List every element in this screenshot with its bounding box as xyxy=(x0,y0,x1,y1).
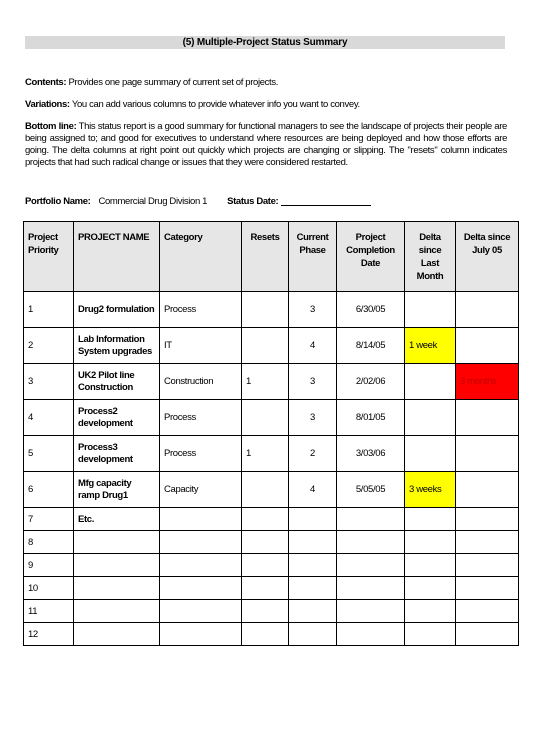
delta-july-cell xyxy=(456,508,519,531)
completion-date-cell: 2/02/06 xyxy=(337,364,405,400)
delta-july-cell xyxy=(456,328,519,364)
priority-cell: 3 xyxy=(24,364,74,400)
bottom-line-paragraph xyxy=(25,121,507,169)
resets-cell xyxy=(242,577,289,600)
phase-cell xyxy=(289,554,337,577)
project-name-cell: Process2 development xyxy=(74,400,160,436)
delta-july-cell xyxy=(456,531,519,554)
priority-cell: 11 xyxy=(24,600,74,623)
category-cell xyxy=(160,531,242,554)
phase-cell: 4 xyxy=(289,328,337,364)
project-name-cell: Mfg capacity ramp Drug1 xyxy=(74,472,160,508)
header-completion-date: Project Completion Date xyxy=(337,222,405,292)
delta-month-cell xyxy=(405,623,456,646)
project-status-table xyxy=(23,221,519,646)
portfolio-line xyxy=(25,196,371,207)
priority-cell: 7 xyxy=(24,508,74,531)
priority-cell: 1 xyxy=(24,292,74,328)
completion-date-cell: 5/05/05 xyxy=(337,472,405,508)
project-name-cell: Drug2 formulation xyxy=(74,292,160,328)
table-row xyxy=(24,531,519,554)
delta-month-cell xyxy=(405,292,456,328)
completion-date-cell xyxy=(337,554,405,577)
delta-month-cell xyxy=(405,577,456,600)
project-name-cell xyxy=(74,623,160,646)
completion-date-cell xyxy=(337,577,405,600)
header-category: Category xyxy=(160,222,242,292)
variations-text: You can add various columns to provide whatever info you want to convey. xyxy=(69,99,360,110)
table-row xyxy=(24,554,519,577)
delta-month-cell xyxy=(405,508,456,531)
delta-month-cell xyxy=(405,554,456,577)
completion-date-cell: 8/14/05 xyxy=(337,328,405,364)
completion-date-cell: 6/30/05 xyxy=(337,292,405,328)
bottom-line-text: This status report is a good summary for functional managers to see the landscape of projects their people are being assigned to; and good for executives to understand where resources are being deployed and how those efforts are going. The delta columns at right point out quickly which projects are changing or slipping. The "resets" column indicates projects that had such radical change or issues that they were considered restarted. xyxy=(25,121,507,168)
bottom-line-label: Bottom line: xyxy=(25,121,77,132)
resets-cell: 1 xyxy=(242,436,289,472)
header-resets: Resets xyxy=(242,222,289,292)
project-name-cell xyxy=(74,554,160,577)
table-header-row xyxy=(24,222,519,292)
phase-cell xyxy=(289,600,337,623)
table-row xyxy=(24,292,519,328)
priority-cell: 10 xyxy=(24,577,74,600)
priority-cell: 5 xyxy=(24,436,74,472)
delta-month-cell: 1 week xyxy=(405,328,456,364)
header-project-priority: Project Priority xyxy=(24,222,74,292)
header-current-phase: Current Phase xyxy=(289,222,337,292)
table-row xyxy=(24,577,519,600)
category-cell: Process xyxy=(160,292,242,328)
resets-cell xyxy=(242,292,289,328)
table-row xyxy=(24,623,519,646)
delta-month-cell xyxy=(405,531,456,554)
contents-label: Contents: xyxy=(25,77,67,88)
variations-label: Variations: xyxy=(25,99,70,110)
project-name-cell: Lab Information System upgrades xyxy=(74,328,160,364)
header-delta-last-month: Delta since Last Month xyxy=(405,222,456,292)
table-row xyxy=(24,436,519,472)
completion-date-cell: 8/01/05 xyxy=(337,400,405,436)
resets-cell xyxy=(242,508,289,531)
table-row xyxy=(24,364,519,400)
resets-cell xyxy=(242,554,289,577)
category-cell xyxy=(160,600,242,623)
completion-date-cell xyxy=(337,508,405,531)
category-cell: Capacity xyxy=(160,472,242,508)
delta-month-cell xyxy=(405,400,456,436)
delta-month-cell xyxy=(405,600,456,623)
category-cell xyxy=(160,554,242,577)
project-name-cell xyxy=(74,577,160,600)
phase-cell xyxy=(289,508,337,531)
table-row xyxy=(24,600,519,623)
phase-cell xyxy=(289,577,337,600)
resets-cell: 1 xyxy=(242,364,289,400)
project-name-cell: Etc. xyxy=(74,508,160,531)
delta-july-cell xyxy=(456,600,519,623)
contents-text: Provides one page summary of current set of projects. xyxy=(66,77,279,88)
category-cell xyxy=(160,508,242,531)
contents-paragraph xyxy=(25,77,507,89)
delta-july-cell xyxy=(456,472,519,508)
completion-date-cell xyxy=(337,623,405,646)
priority-cell: 12 xyxy=(24,623,74,646)
category-cell: IT xyxy=(160,328,242,364)
portfolio-name-label: Portfolio Name: xyxy=(25,196,91,207)
category-cell: Construction xyxy=(160,364,242,400)
phase-cell: 2 xyxy=(289,436,337,472)
delta-july-cell xyxy=(456,400,519,436)
category-cell xyxy=(160,577,242,600)
phase-cell xyxy=(289,623,337,646)
category-cell: Process xyxy=(160,436,242,472)
delta-july-cell xyxy=(456,292,519,328)
table-row xyxy=(24,328,519,364)
table-row xyxy=(24,400,519,436)
phase-cell: 4 xyxy=(289,472,337,508)
phase-cell: 3 xyxy=(289,364,337,400)
delta-month-cell: 3 weeks xyxy=(405,472,456,508)
resets-cell xyxy=(242,623,289,646)
header-delta-july: Delta since July 05 xyxy=(456,222,519,292)
phase-cell xyxy=(289,531,337,554)
document-title: (5) Multiple-Project Status Summary xyxy=(25,36,505,49)
phase-cell: 3 xyxy=(289,292,337,328)
status-date-label: Status Date: xyxy=(227,196,279,207)
resets-cell xyxy=(242,600,289,623)
priority-cell: 2 xyxy=(24,328,74,364)
delta-month-cell xyxy=(405,436,456,472)
variations-paragraph xyxy=(25,99,507,111)
delta-july-cell xyxy=(456,577,519,600)
resets-cell xyxy=(242,531,289,554)
delta-july-cell xyxy=(456,623,519,646)
resets-cell xyxy=(242,472,289,508)
phase-cell: 3 xyxy=(289,400,337,436)
priority-cell: 8 xyxy=(24,531,74,554)
portfolio-name-value: Commercial Drug Division 1 xyxy=(98,196,208,207)
resets-cell xyxy=(242,328,289,364)
project-name-cell xyxy=(74,531,160,554)
completion-date-cell xyxy=(337,531,405,554)
delta-july-cell xyxy=(456,554,519,577)
priority-cell: 9 xyxy=(24,554,74,577)
delta-july-cell: 3 months xyxy=(456,364,519,400)
project-name-cell: UK2 Pilot line Construction xyxy=(74,364,160,400)
priority-cell: 6 xyxy=(24,472,74,508)
delta-month-cell xyxy=(405,364,456,400)
delta-july-cell xyxy=(456,436,519,472)
resets-cell xyxy=(242,400,289,436)
project-name-cell xyxy=(74,600,160,623)
table-row xyxy=(24,508,519,531)
completion-date-cell xyxy=(337,600,405,623)
category-cell xyxy=(160,623,242,646)
project-name-cell: Process3 development xyxy=(74,436,160,472)
table-row xyxy=(24,472,519,508)
priority-cell: 4 xyxy=(24,400,74,436)
completion-date-cell: 3/03/06 xyxy=(337,436,405,472)
header-project-name: PROJECT NAME xyxy=(74,222,160,292)
status-date-field[interactable] xyxy=(281,196,371,206)
category-cell: Process xyxy=(160,400,242,436)
